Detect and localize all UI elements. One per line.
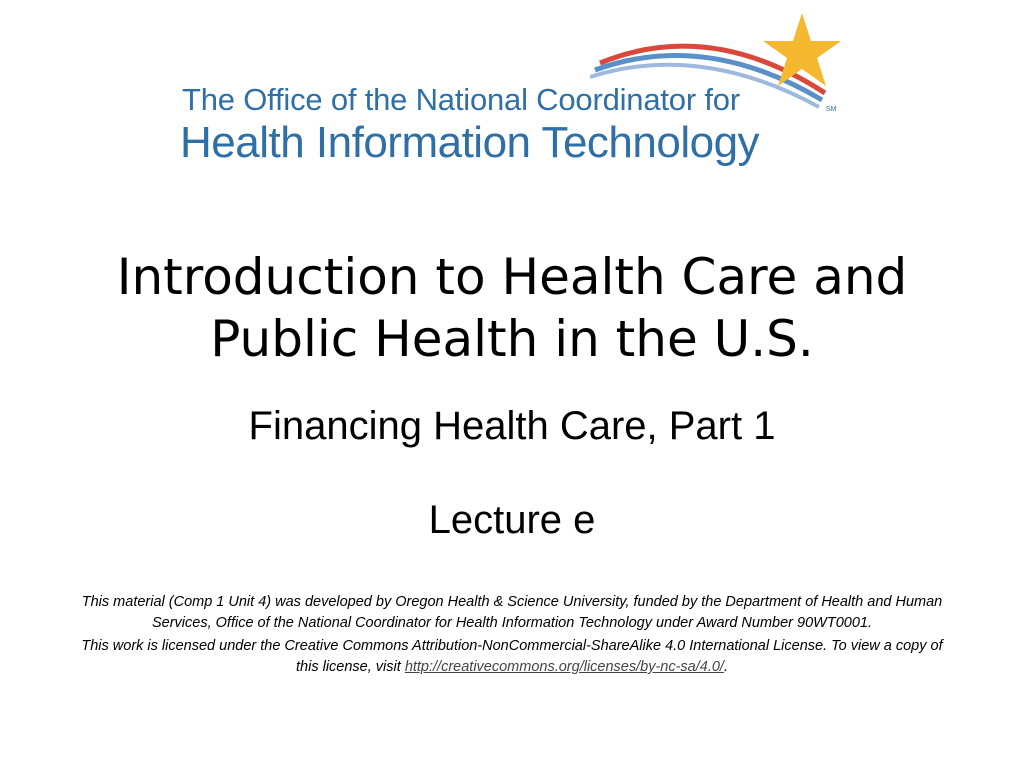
funding-statement: This material (Comp 1 Unit 4) was developed by Oregon Health & Science University, funded by the Department of Health and Human Services, Office of the National Coordinator for Health Information Technology under Award Number 90WT0001. [81, 594, 943, 631]
license-link[interactable]: http://creativecommons.org/licenses/by-nc-sa/4.0/ [404, 659, 724, 675]
title-line2: Public Health in the U.S. [210, 310, 814, 368]
logo-line1: The Office of the National Coordinator for [182, 82, 740, 117]
slide-subtitle: Financing Health Care, Part 1 [248, 404, 776, 448]
license-period: . [723, 659, 728, 675]
footer [80, 592, 944, 680]
logo-line2: Health Information Technology [180, 118, 760, 167]
service-mark: SM [826, 106, 837, 113]
license-text: This work is licensed under the Creative Commons Attribution-NonCommercial-ShareAlike 4.0 International License. To view a copy of this license, visit [81, 638, 943, 675]
license-statement [80, 636, 944, 678]
title-line1: Introduction to Health Care and [116, 248, 908, 306]
lecture-label: Lecture e [428, 498, 596, 542]
onc-logo [170, 8, 860, 178]
slide-title [0, 246, 1024, 370]
